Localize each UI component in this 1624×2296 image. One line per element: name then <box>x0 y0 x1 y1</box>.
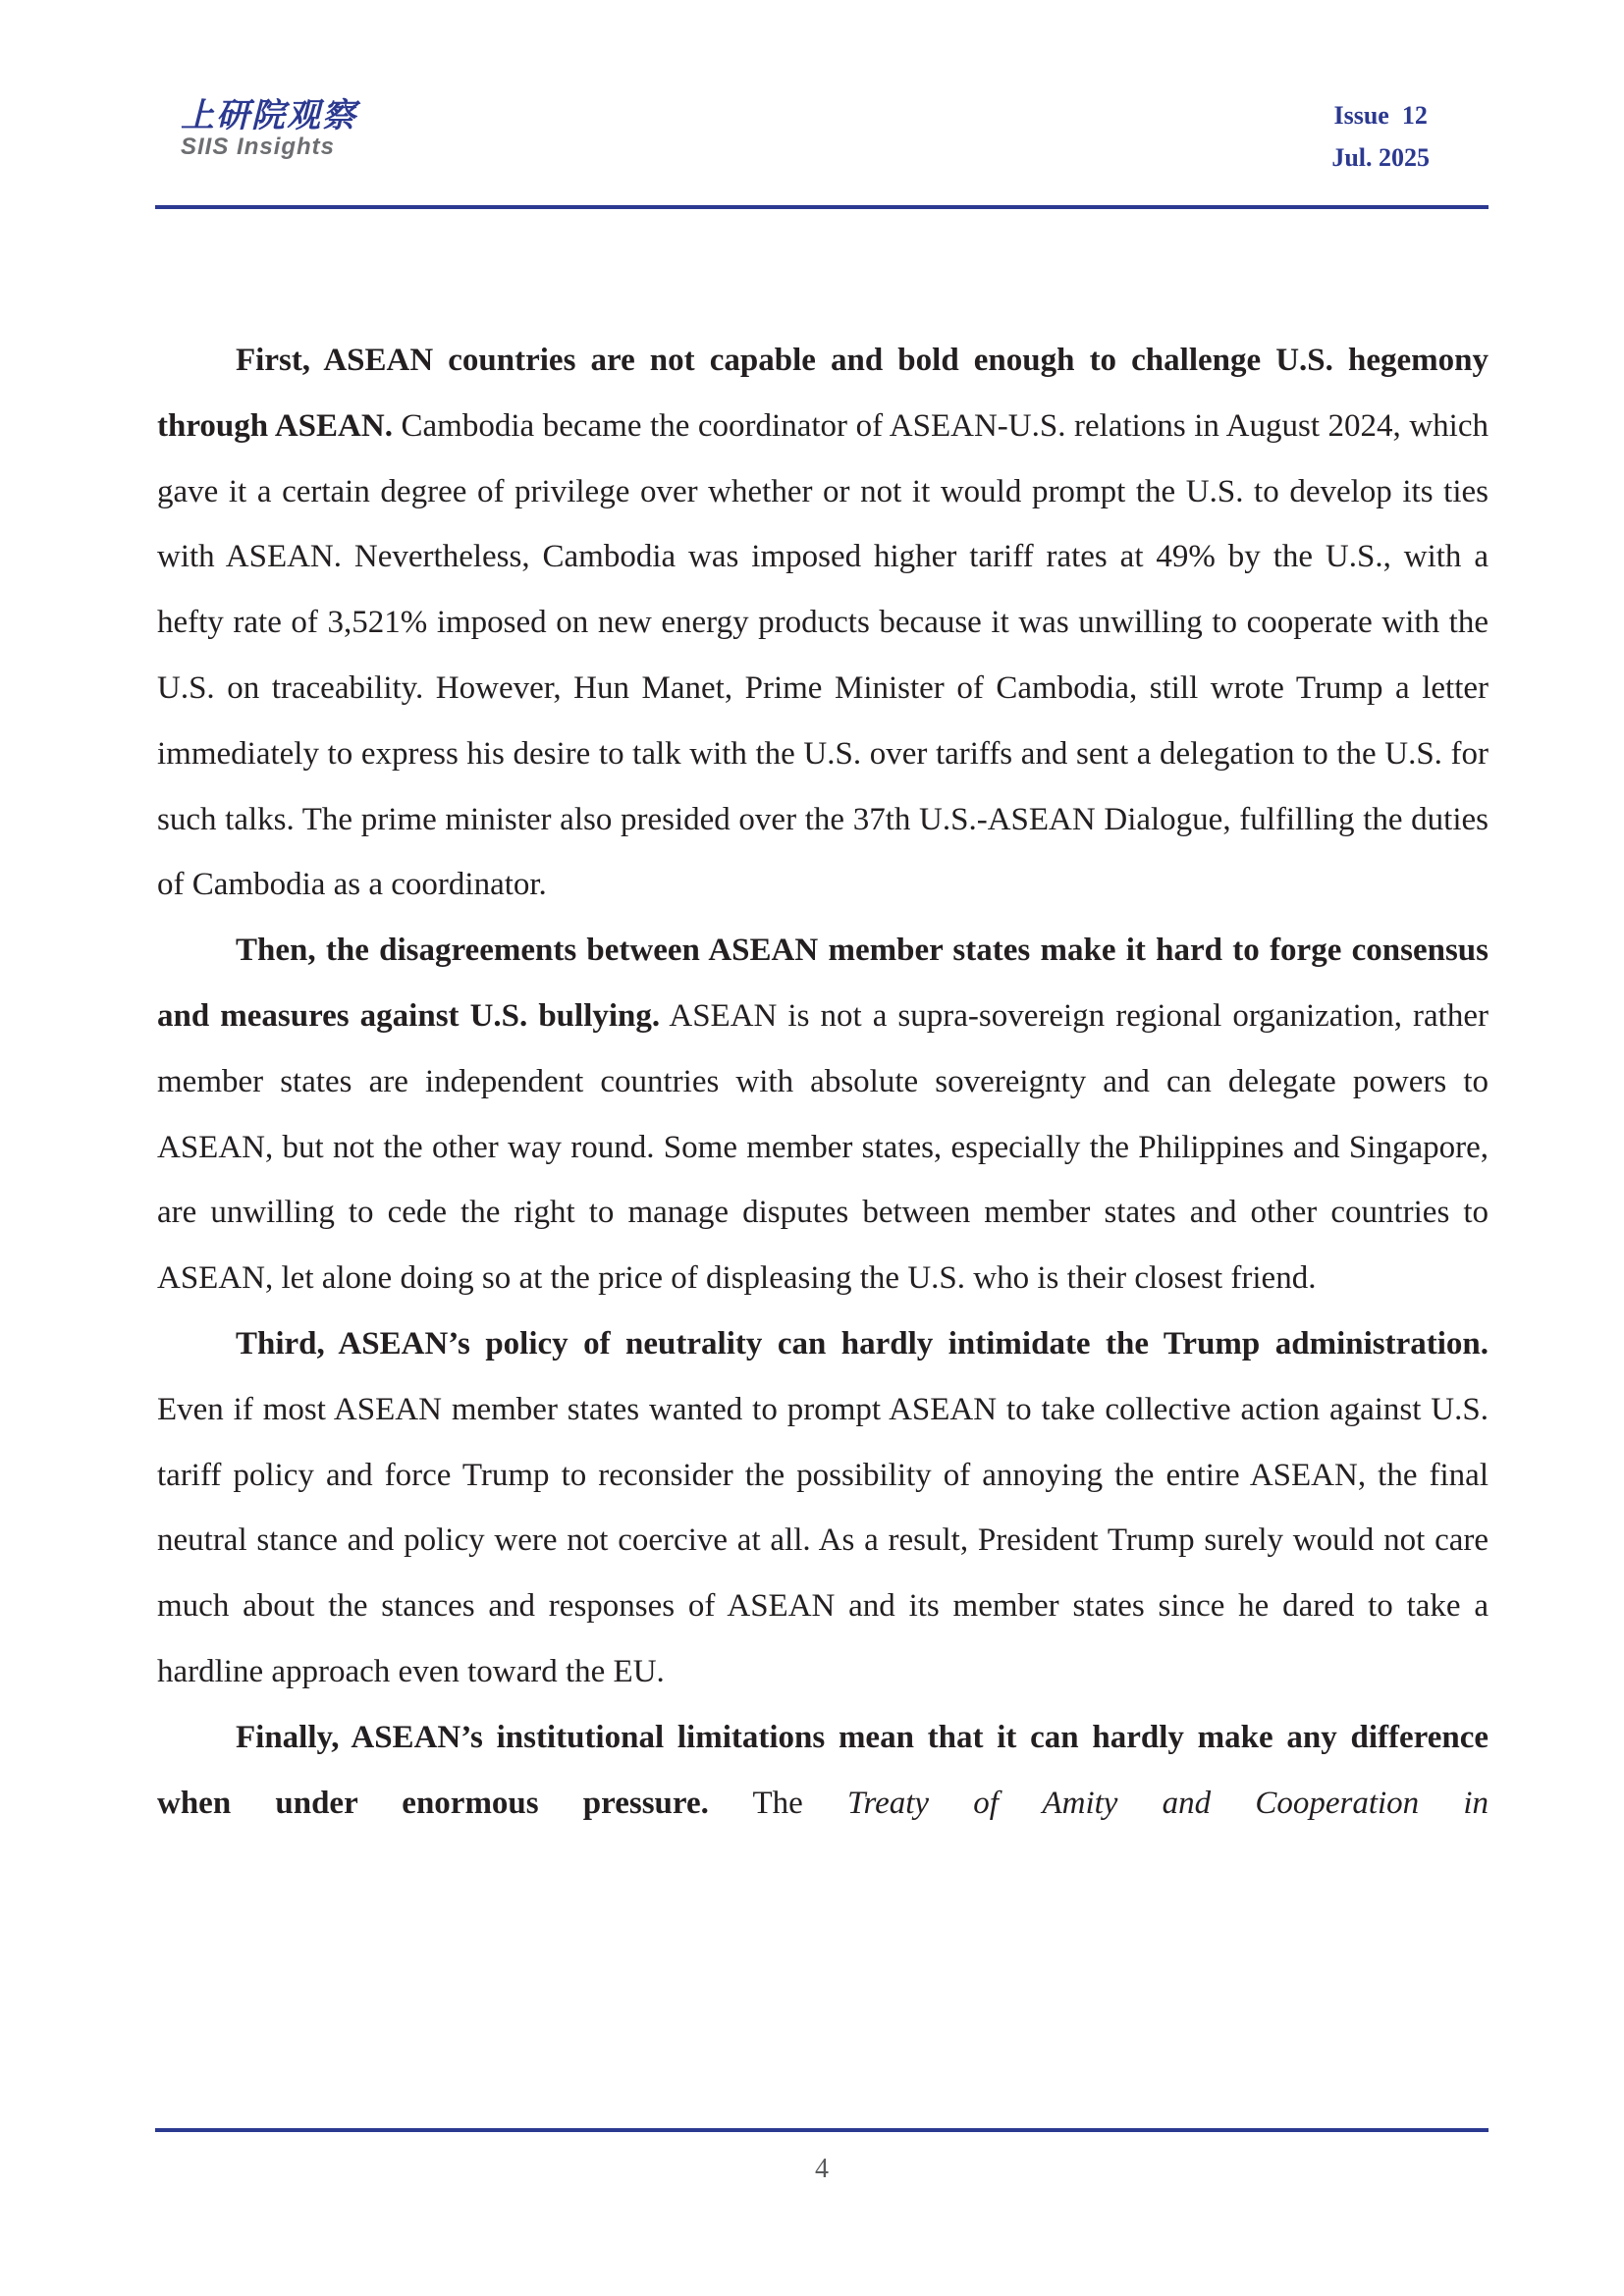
paragraph-text: Cambodia became the coordinator of ASEAN-U.S. relations in August 2024, which gave it a certain degree of privilege over whether or not it would prompt the U.S. to develop its ties with ASEAN. Nevertheless, Cambodia was imposed higher tariff rates at 49% by the U.S., with a hefty rate of 3,521% imposed on new energy products because it was unwilling to cooperate with the U.S. on traceability. However, Hun Manet, Prime Minister of Cambodia, still wrote Trump a letter immediately to express his desire to talk with the U.S. over tariffs and sent a delegation to the U.S. for such talks. The prime minister also presided over the 37th U.S.-ASEAN Dialogue, fulfilling the duties of Cambodia as a coordinator. <box>157 407 1489 903</box>
paragraph-lead: Then, the disagreements between ASEAN member states make it hard to forge consensus and measures against U.S. bullying. <box>157 933 1489 1034</box>
paragraph-text: The <box>708 1785 847 1821</box>
treaty-title: Treaty of Amity and Cooperation in <box>846 1785 1489 1821</box>
page-number: 4 <box>815 2154 829 2184</box>
logo-chinese-title: 上研院观察 <box>181 96 357 135</box>
paragraph-first <box>157 328 1489 918</box>
issue-info <box>1331 94 1430 179</box>
paragraph-text: Even if most ASEAN member states wanted to prompt ASEAN to take collective action against U.S. tariff policy and force Trump to reconsider the possibility of annoying the entire ASEAN, the final neutral stance and policy were not coercive at all. As a result, President Trump surely would not care much about the stances and responses of ASEAN and its member states since he dared to take a hardline approach even toward the EU. <box>157 1391 1489 1689</box>
page-header <box>157 86 1490 204</box>
paragraph-lead: Third, ASEAN’s policy of neutrality can hardly intimidate the Trump administration. <box>236 1325 1489 1362</box>
siis-logo <box>181 96 357 161</box>
footer-divider <box>155 2128 1489 2132</box>
paragraph-finally <box>157 1705 1489 1837</box>
paragraph-lead: First, ASEAN countries are not capable and bold enough to challenge U.S. hegemony through ASEAN. <box>157 343 1489 444</box>
article-body <box>157 328 1489 1836</box>
paragraph-text: ASEAN is not a supra-sovereign regional organization, rather member states are independent countries with absolute sovereignty and can delegate powers to ASEAN, but not the other way round. Some member states, especially the Philippines and Singapore, are unwilling to cede the right to manage disputes between member states and other countries to ASEAN, let alone doing so at the price of displeasing the U.S. who is their closest friend. <box>157 997 1489 1297</box>
paragraph-lead: Finally, ASEAN’s institutional limitations mean that it can hardly make any difference when under enormous pressure. <box>157 1719 1489 1821</box>
issue-date: Jul. 2025 <box>1331 143 1430 172</box>
paragraph-third <box>157 1311 1489 1705</box>
issue-number: Issue 12 <box>1333 101 1428 130</box>
paragraph-then <box>157 918 1489 1311</box>
header-divider <box>155 205 1489 209</box>
logo-english-title: SIIS Insights <box>181 133 336 160</box>
